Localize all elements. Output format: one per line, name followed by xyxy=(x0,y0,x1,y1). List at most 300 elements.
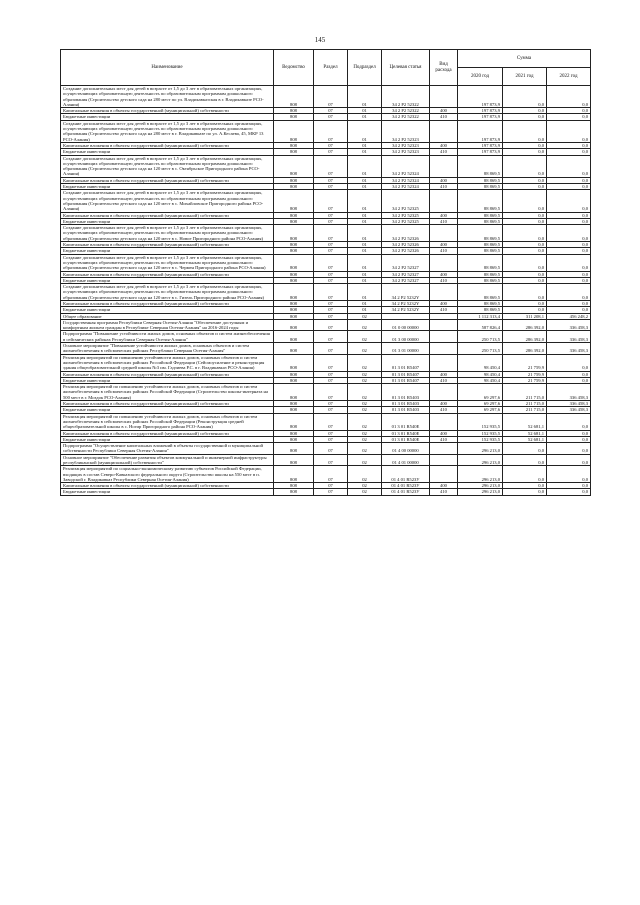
cell-m: 808 xyxy=(274,430,314,436)
cell-m: 808 xyxy=(274,86,314,108)
cell-t: 01 3 01 R5407 xyxy=(382,377,430,383)
cell-name: Капитальные вложения в объекты государственной (муниципальной) собственности xyxy=(61,401,274,407)
cell-e xyxy=(430,443,458,455)
cell-s: 07 xyxy=(314,184,348,190)
cell-b: 0,0 xyxy=(503,300,547,306)
cell-c: 336 458,3 xyxy=(547,407,591,413)
cell-e: 400 xyxy=(430,177,458,183)
table-row xyxy=(61,384,591,401)
cell-name: Подпрограмма "Повышение устойчивости жилых домов, основных объектов и систем жизнеобеспечения в сейсмических районах Республики Северная Осетия-Алания" xyxy=(61,331,274,343)
cell-ss: 01 xyxy=(348,184,382,190)
cell-name: Бюджетные инвестиции xyxy=(61,307,274,313)
cell-b: 0,0 xyxy=(503,443,547,455)
cell-c: 0,0 xyxy=(547,142,591,148)
cell-ss: 02 xyxy=(348,401,382,407)
cell-b: 0,0 xyxy=(503,254,547,271)
cell-s: 07 xyxy=(314,108,348,114)
cell-b: 52 681,1 xyxy=(503,413,547,430)
cell-e: 400 xyxy=(430,108,458,114)
table-row xyxy=(61,343,591,355)
cell-c: 0,0 xyxy=(547,443,591,455)
cell-t: 34 2 P2 52322 xyxy=(382,86,430,108)
cell-name: Создание дополнительных мест для детей в возрасте от 1,5 до 3 лет в образовательных организациях, осуществляющих образовательную деятельность по образовательным программам дошкольного образования (Строительство детского сада на 280 мест по ул. Владикавказская в г. Владикавказе РСО-Алания) xyxy=(61,86,274,108)
cell-ss: 02 xyxy=(348,443,382,455)
cell-m: 808 xyxy=(274,242,314,248)
cell-a: 197 873,9 xyxy=(458,120,503,142)
cell-name: Капитальные вложения в объекты государственной (муниципальной) собственности xyxy=(61,212,274,218)
cell-a: 250 713,5 xyxy=(458,331,503,343)
cell-m: 808 xyxy=(274,155,314,177)
cell-t: 34 2 P2 5232Y xyxy=(382,300,430,306)
cell-c: 0,0 xyxy=(547,483,591,489)
table-row xyxy=(61,120,591,142)
header-year-2022: 2022 год xyxy=(547,68,591,86)
cell-b: 211 715,0 xyxy=(503,401,547,407)
cell-s: 07 xyxy=(314,331,348,343)
cell-ss: 01 xyxy=(348,218,382,224)
cell-ss: 02 xyxy=(348,313,382,319)
cell-s: 07 xyxy=(314,401,348,407)
cell-m: 808 xyxy=(274,489,314,495)
cell-name: Государственная программа Республики Северная Осетия-Алания "Обеспечение доступным и комфортным жильем граждан в Республике Северная Осетия-Алания" на 2016-2024 годы xyxy=(61,319,274,331)
cell-c: 0,0 xyxy=(547,277,591,283)
cell-c: 0,0 xyxy=(547,454,591,466)
cell-t: 01 4 00 00000 xyxy=(382,443,430,455)
table-row xyxy=(61,319,591,331)
table-row xyxy=(61,225,591,242)
cell-ss: 01 xyxy=(348,212,382,218)
cell-a: 88 869,5 xyxy=(458,177,503,183)
header-name: Наименование xyxy=(61,50,274,86)
cell-t: 34 2 P2 52325 xyxy=(382,218,430,224)
cell-s: 07 xyxy=(314,407,348,413)
cell-e xyxy=(430,331,458,343)
cell-b: 311 208,1 xyxy=(503,313,547,319)
cell-m: 808 xyxy=(274,307,314,313)
cell-t: 01 3 01 R540Е xyxy=(382,430,430,436)
cell-e xyxy=(430,155,458,177)
cell-name: Капитальные вложения в объекты государственной (муниципальной) собственности xyxy=(61,483,274,489)
cell-b: 52 681,1 xyxy=(503,436,547,442)
cell-name: Капитальные вложения в объекты государственной (муниципальной) собственности xyxy=(61,300,274,306)
cell-t: 34 2 P2 52324 xyxy=(382,155,430,177)
cell-c: 0,0 xyxy=(547,248,591,254)
cell-a: 88 869,5 xyxy=(458,218,503,224)
cell-c: 0,0 xyxy=(547,190,591,212)
cell-b: 0,0 xyxy=(503,284,547,301)
cell-a: 98 450,4 xyxy=(458,371,503,377)
cell-t: 01 3 01 R5403 xyxy=(382,401,430,407)
cell-e xyxy=(430,343,458,355)
cell-ss: 01 xyxy=(348,225,382,242)
table-row xyxy=(61,284,591,301)
cell-a: 152 935,5 xyxy=(458,436,503,442)
cell-ss: 01 xyxy=(348,242,382,248)
cell-t: 01 3 01 R5407 xyxy=(382,354,430,371)
cell-t: 34 2 P2 52322 xyxy=(382,114,430,120)
table-row xyxy=(61,331,591,343)
cell-t: 34 2 P2 52326 xyxy=(382,242,430,248)
cell-c: 0,0 xyxy=(547,436,591,442)
cell-m: 808 xyxy=(274,120,314,142)
cell-m: 808 xyxy=(274,384,314,401)
cell-a: 88 869,5 xyxy=(458,284,503,301)
cell-name: Бюджетные инвестиции xyxy=(61,407,274,413)
cell-t: 34 2 P2 52327 xyxy=(382,277,430,283)
table-row xyxy=(61,254,591,271)
cell-a: 197 873,9 xyxy=(458,108,503,114)
cell-t: 01 4 01 00000 xyxy=(382,454,430,466)
cell-s: 07 xyxy=(314,307,348,313)
cell-a: 88 869,5 xyxy=(458,155,503,177)
cell-e xyxy=(430,284,458,301)
cell-ss: 02 xyxy=(348,384,382,401)
cell-ss: 02 xyxy=(348,343,382,355)
cell-a: 69 297,6 xyxy=(458,384,503,401)
cell-ss: 01 xyxy=(348,155,382,177)
cell-c: 336 458,3 xyxy=(547,319,591,331)
cell-b: 0,0 xyxy=(503,177,547,183)
cell-s: 07 xyxy=(314,436,348,442)
cell-e: 400 xyxy=(430,212,458,218)
cell-e: 410 xyxy=(430,436,458,442)
cell-s: 07 xyxy=(314,483,348,489)
cell-t: 34 2 P2 52327 xyxy=(382,254,430,271)
cell-name: Бюджетные инвестиции xyxy=(61,248,274,254)
table-row xyxy=(61,155,591,177)
cell-c: 0,0 xyxy=(547,307,591,313)
cell-ss: 02 xyxy=(348,331,382,343)
cell-b: 21 759,9 xyxy=(503,377,547,383)
cell-ss: 01 xyxy=(348,149,382,155)
table-row xyxy=(61,489,591,495)
cell-s: 07 xyxy=(314,212,348,218)
cell-c: 0,0 xyxy=(547,120,591,142)
cell-m: 808 xyxy=(274,319,314,331)
cell-m: 808 xyxy=(274,248,314,254)
cell-ss: 02 xyxy=(348,489,382,495)
budget-table xyxy=(60,49,591,496)
cell-a: 88 869,5 xyxy=(458,254,503,271)
table-row xyxy=(61,413,591,430)
cell-s: 07 xyxy=(314,300,348,306)
cell-t: 34 2 P2 5232Y xyxy=(382,307,430,313)
cell-a: 1 112 313,4 xyxy=(458,313,503,319)
cell-t: 34 2 P2 52326 xyxy=(382,248,430,254)
cell-ss: 01 xyxy=(348,120,382,142)
cell-t: 01 3 01 00000 xyxy=(382,343,430,355)
cell-s: 07 xyxy=(314,248,348,254)
cell-c: 336 458,3 xyxy=(547,331,591,343)
cell-t: 34 2 P2 52324 xyxy=(382,177,430,183)
cell-t: 01 3 01 R5403 xyxy=(382,384,430,401)
cell-t: 01 3 00 00000 xyxy=(382,331,430,343)
cell-t: 34 2 P2 52322 xyxy=(382,108,430,114)
cell-e: 400 xyxy=(430,483,458,489)
cell-e: 410 xyxy=(430,218,458,224)
cell-e xyxy=(430,190,458,212)
cell-s: 07 xyxy=(314,466,348,483)
cell-m: 808 xyxy=(274,436,314,442)
cell-b: 0,0 xyxy=(503,114,547,120)
cell-m: 808 xyxy=(274,218,314,224)
header-section: Раздел xyxy=(314,50,348,86)
cell-ss: 02 xyxy=(348,407,382,413)
cell-a: 296 213,0 xyxy=(458,443,503,455)
table-row xyxy=(61,190,591,212)
cell-t: 01 3 01 R5403 xyxy=(382,407,430,413)
cell-m: 808 xyxy=(274,354,314,371)
cell-b: 0,0 xyxy=(503,218,547,224)
cell-c: 0,0 xyxy=(547,377,591,383)
cell-ss: 02 xyxy=(348,377,382,383)
cell-s: 07 xyxy=(314,254,348,271)
cell-name: Создание дополнительных мест для детей в возрасте от 1,5 до 3 лет в образовательных организациях, осуществляющих образовательную деятельность по образовательным программам дошкольного образования (Строительство детского сада на 120 мест в с. Гизель Пригородного района РСО-Алания) xyxy=(61,284,274,301)
cell-b: 0,0 xyxy=(503,155,547,177)
cell-b: 0,0 xyxy=(503,489,547,495)
cell-ss: 01 xyxy=(348,86,382,108)
cell-t: 34 2 P2 52327 xyxy=(382,271,430,277)
cell-b: 21 759,9 xyxy=(503,371,547,377)
cell-a: 88 869,5 xyxy=(458,271,503,277)
cell-a: 98 450,4 xyxy=(458,354,503,371)
cell-b: 286 392,0 xyxy=(503,319,547,331)
cell-e: 400 xyxy=(430,401,458,407)
cell-t: 01 4 01 R523У xyxy=(382,466,430,483)
cell-m: 808 xyxy=(274,277,314,283)
cell-c: 0,0 xyxy=(547,413,591,430)
cell-m: 808 xyxy=(274,371,314,377)
cell-s: 07 xyxy=(314,343,348,355)
cell-name: Реализация мероприятий по повышению устойчивости жилых домов, основных объектов и систем жизнеобеспечения в сейсмических районах Российской Федерации (Сейсмоусиление и реконструкция здания общеобразовательной средней школы №3 им. Гадзиева Р.С. в г. Владикавказ РСО-Алания) xyxy=(61,354,274,371)
cell-t: 34 2 P2 52324 xyxy=(382,184,430,190)
cell-name: Создание дополнительных мест для детей в возрасте от 1,5 до 3 лет в образовательных организациях, осуществляющих образовательную деятельность по образовательным программам дошкольного образования (Строительство детского сада на 120 мест в с. Октябрьское Пригородного района РСО-Алания) xyxy=(61,155,274,177)
cell-c: 0,0 xyxy=(547,300,591,306)
cell-a: 88 869,5 xyxy=(458,212,503,218)
cell-ss: 02 xyxy=(348,371,382,377)
cell-e: 410 xyxy=(430,307,458,313)
cell-e: 410 xyxy=(430,489,458,495)
cell-e: 400 xyxy=(430,142,458,148)
cell-t: 01 3 01 R540Е xyxy=(382,413,430,430)
cell-a: 197 873,9 xyxy=(458,149,503,155)
cell-ss: 01 xyxy=(348,271,382,277)
cell-m: 808 xyxy=(274,142,314,148)
cell-s: 07 xyxy=(314,86,348,108)
cell-b: 0,0 xyxy=(503,483,547,489)
cell-name: Бюджетные инвестиции xyxy=(61,277,274,283)
cell-m: 808 xyxy=(274,149,314,155)
cell-c: 0,0 xyxy=(547,218,591,224)
cell-b: 0,0 xyxy=(503,212,547,218)
cell-m: 808 xyxy=(274,413,314,430)
cell-b: 0,0 xyxy=(503,454,547,466)
cell-name: Капитальные вложения в объекты государственной (муниципальной) собственности xyxy=(61,177,274,183)
cell-c: 0,0 xyxy=(547,149,591,155)
cell-c: 0,0 xyxy=(547,184,591,190)
table-row xyxy=(61,86,591,108)
cell-a: 98 450,4 xyxy=(458,377,503,383)
cell-name: Основное мероприятие "Повышение устойчивости жилых домов, основных объектов и систем жизнеобеспечения в сейсмических районах Республики Северная Осетия-Алания" xyxy=(61,343,274,355)
cell-e: 410 xyxy=(430,114,458,120)
cell-name: Бюджетные инвестиции xyxy=(61,436,274,442)
cell-b: 21 759,9 xyxy=(503,354,547,371)
cell-name: Основное мероприятие "Обеспечение развития объектов коммунальной и инженерной инфраструктуры республиканской (муниципальной) собственности" xyxy=(61,454,274,466)
header-subsection: Подраздел xyxy=(348,50,382,86)
cell-b: 0,0 xyxy=(503,86,547,108)
cell-t: 34 2 P2 52323 xyxy=(382,142,430,148)
cell-name: Создание дополнительных мест для детей в возрасте от 1,5 до 3 лет в образовательных организациях, осуществляющих образовательную деятельность по образовательным программам дошкольного образования (Строительство детского сада на 120 мест в с. Новое Пригородного района РСО-Алания) xyxy=(61,225,274,242)
cell-b: 0,0 xyxy=(503,108,547,114)
cell-s: 07 xyxy=(314,430,348,436)
cell-ss: 01 xyxy=(348,284,382,301)
cell-s: 07 xyxy=(314,443,348,455)
cell-b: 52 681,1 xyxy=(503,430,547,436)
cell-a: 296 213,0 xyxy=(458,489,503,495)
cell-name: Реализация мероприятий по повышению устойчивости жилых домов, основных объектов и систем жизнеобеспечения в сейсмических районах Российской Федерации (Строительство школы-интерната на 500 мест в г. Моздок РСО-Алания) xyxy=(61,384,274,401)
cell-m: 808 xyxy=(274,454,314,466)
cell-b: 0,0 xyxy=(503,184,547,190)
table-row xyxy=(61,454,591,466)
cell-c: 336 458,3 xyxy=(547,343,591,355)
cell-a: 152 935,5 xyxy=(458,413,503,430)
cell-e: 400 xyxy=(430,430,458,436)
cell-a: 69 297,6 xyxy=(458,401,503,407)
cell-name: Создание дополнительных мест для детей в возрасте от 1,5 до 3 лет в образовательных организациях, осуществляющих образовательную деятельность по образовательным программам дошкольного образования (Строительство детского сада на 280 мест в г. Владикавказе по ул. А.Кесаева, 45, МКР 13 РСО-Алания) xyxy=(61,120,274,142)
cell-b: 0,0 xyxy=(503,225,547,242)
cell-e xyxy=(430,384,458,401)
cell-m: 808 xyxy=(274,284,314,301)
cell-ss: 01 xyxy=(348,108,382,114)
cell-c: 0,0 xyxy=(547,212,591,218)
header-year-2020: 2020 год xyxy=(458,68,503,86)
cell-b: 0,0 xyxy=(503,142,547,148)
cell-ss: 02 xyxy=(348,319,382,331)
cell-s: 07 xyxy=(314,313,348,319)
cell-c: 0,0 xyxy=(547,225,591,242)
header-ministry: Ведомство xyxy=(274,50,314,86)
cell-e: 400 xyxy=(430,242,458,248)
cell-s: 07 xyxy=(314,413,348,430)
cell-b: 0,0 xyxy=(503,242,547,248)
cell-a: 69 297,6 xyxy=(458,407,503,413)
cell-b: 0,0 xyxy=(503,190,547,212)
cell-m: 808 xyxy=(274,401,314,407)
cell-e: 400 xyxy=(430,271,458,277)
cell-name: Бюджетные инвестиции xyxy=(61,114,274,120)
cell-a: 88 869,5 xyxy=(458,277,503,283)
cell-c: 0,0 xyxy=(547,430,591,436)
cell-c: 0,0 xyxy=(547,354,591,371)
cell-m: 808 xyxy=(274,313,314,319)
header-target: Целевая статья xyxy=(382,50,430,86)
cell-m: 808 xyxy=(274,300,314,306)
cell-a: 197 873,9 xyxy=(458,142,503,148)
cell-s: 07 xyxy=(314,225,348,242)
cell-ss: 01 xyxy=(348,114,382,120)
cell-s: 07 xyxy=(314,177,348,183)
cell-e: 410 xyxy=(430,149,458,155)
cell-s: 07 xyxy=(314,319,348,331)
cell-s: 07 xyxy=(314,489,348,495)
cell-m: 808 xyxy=(274,443,314,455)
cell-a: 197 873,9 xyxy=(458,114,503,120)
cell-m: 808 xyxy=(274,254,314,271)
cell-name: Создание дополнительных мест для детей в возрасте от 1,5 до 3 лет в образовательных организациях, осуществляющих образовательную деятельность по образовательным программам дошкольного образования (Строительство детского сада на 120 мест в с. Михайловское Пригородного района РСО-Алания) xyxy=(61,190,274,212)
cell-a: 250 713,5 xyxy=(458,343,503,355)
cell-m: 808 xyxy=(274,225,314,242)
cell-b: 286 392,0 xyxy=(503,343,547,355)
cell-e xyxy=(430,454,458,466)
cell-t: 34 2 P2 52323 xyxy=(382,120,430,142)
cell-s: 07 xyxy=(314,371,348,377)
cell-ss: 01 xyxy=(348,300,382,306)
cell-c: 0,0 xyxy=(547,177,591,183)
cell-name: Общее образование xyxy=(61,313,274,319)
cell-c: 336 458,3 xyxy=(547,401,591,407)
cell-t: 01 3 01 R540Е xyxy=(382,436,430,442)
cell-c: 0,0 xyxy=(547,489,591,495)
cell-s: 07 xyxy=(314,242,348,248)
cell-name: Бюджетные инвестиции xyxy=(61,149,274,155)
cell-s: 07 xyxy=(314,384,348,401)
cell-m: 808 xyxy=(274,212,314,218)
cell-s: 07 xyxy=(314,377,348,383)
cell-m: 808 xyxy=(274,377,314,383)
cell-s: 07 xyxy=(314,114,348,120)
cell-a: 197 873,9 xyxy=(458,86,503,108)
cell-e xyxy=(430,86,458,108)
cell-name: Капитальные вложения в объекты государственной (муниципальной) собственности xyxy=(61,108,274,114)
cell-m: 808 xyxy=(274,184,314,190)
cell-a: 88 869,5 xyxy=(458,242,503,248)
cell-e: 410 xyxy=(430,184,458,190)
table-row xyxy=(61,466,591,483)
cell-s: 07 xyxy=(314,271,348,277)
cell-c: 0,0 xyxy=(547,108,591,114)
cell-c: 0,0 xyxy=(547,254,591,271)
cell-s: 07 xyxy=(314,354,348,371)
cell-name: Бюджетные инвестиции xyxy=(61,218,274,224)
cell-a: 296 213,0 xyxy=(458,454,503,466)
cell-t: 01 0 00 00000 xyxy=(382,319,430,331)
cell-name: Капитальные вложения в объекты государственной (муниципальной) собственности xyxy=(61,142,274,148)
cell-t: 01 4 01 R523У xyxy=(382,489,430,495)
cell-name: Создание дополнительных мест для детей в возрасте от 1,5 до 3 лет в образовательных организациях, осуществляющих образовательную деятельность по образовательным программам дошкольного образования (Строительство детского сада на 120 мест в с. Чермен Пригородного района РСО-Алания) xyxy=(61,254,274,271)
cell-b: 0,0 xyxy=(503,120,547,142)
cell-c: 0,0 xyxy=(547,242,591,248)
cell-b: 0,0 xyxy=(503,466,547,483)
table-row xyxy=(61,443,591,455)
cell-s: 07 xyxy=(314,277,348,283)
cell-s: 07 xyxy=(314,284,348,301)
cell-name: Капитальные вложения в объекты государственной (муниципальной) собственности xyxy=(61,242,274,248)
cell-s: 07 xyxy=(314,155,348,177)
cell-ss: 02 xyxy=(348,466,382,483)
cell-e xyxy=(430,354,458,371)
cell-c: 0,0 xyxy=(547,466,591,483)
cell-t: 34 2 P2 52325 xyxy=(382,190,430,212)
cell-s: 07 xyxy=(314,120,348,142)
cell-c: 0,0 xyxy=(547,271,591,277)
cell-a: 296 213,0 xyxy=(458,466,503,483)
cell-e xyxy=(430,413,458,430)
cell-b: 0,0 xyxy=(503,271,547,277)
cell-ss: 02 xyxy=(348,354,382,371)
cell-e xyxy=(430,466,458,483)
cell-t: 34 2 P2 5232Y xyxy=(382,284,430,301)
cell-t: 01 3 01 R5407 xyxy=(382,371,430,377)
